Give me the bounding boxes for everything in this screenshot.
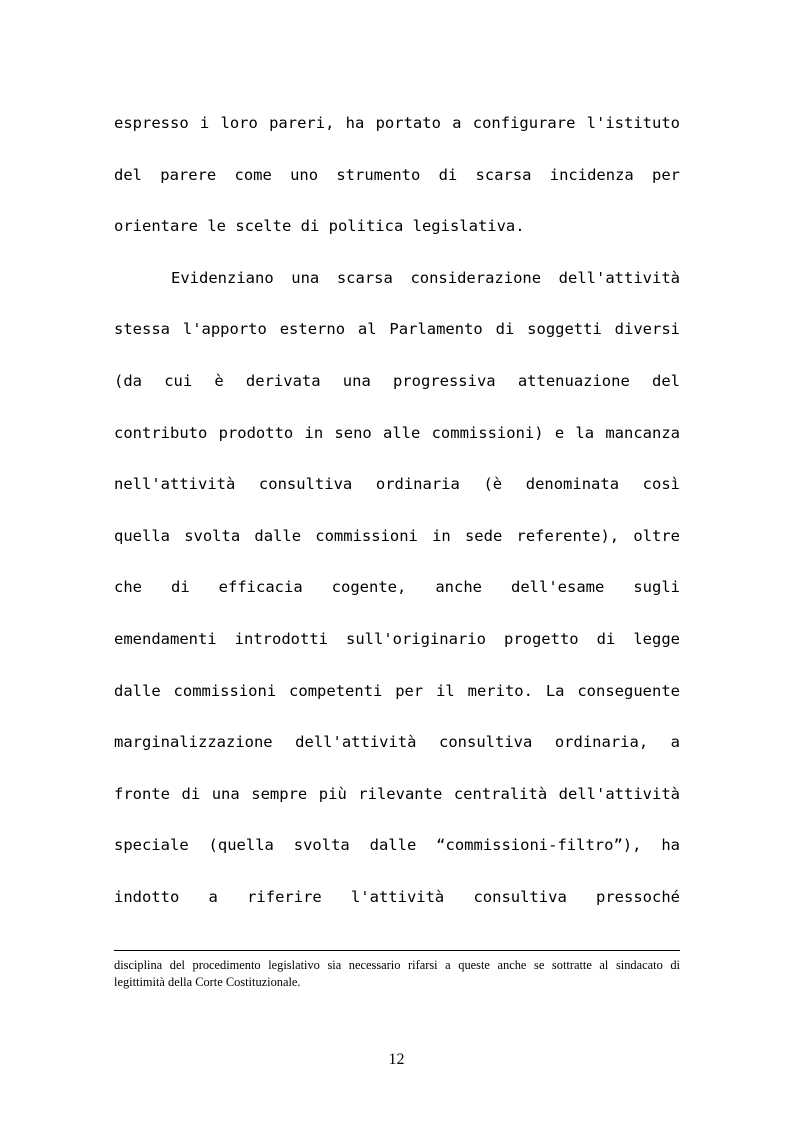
body-line: contributo prodotto in seno alle commissioni) e la mancanza <box>114 423 680 442</box>
page-number: 12 <box>388 1051 405 1068</box>
body-line: (da cui è derivata una progressiva attenuazione del <box>114 371 680 390</box>
body-line: orientare le scelte di politica legislativa. <box>114 217 525 236</box>
body-line: quella svolta dalle commissioni in sede referente), oltre <box>114 526 680 545</box>
body-line: dalle commissioni competenti per il merito. La conseguente <box>114 681 680 700</box>
body-line: del parere come uno strumento di scarsa incidenza per <box>114 165 680 184</box>
footnote-line: legittimità della Corte Costituzionale. <box>114 975 301 989</box>
body-line: speciale (quella svolta dalle “commissioni-filtro”), ha <box>114 836 680 855</box>
body-line: marginalizzazione dell'attività consultiva ordinaria, a <box>114 733 680 752</box>
body-line: emendamenti introdotti sull'originario progetto di legge <box>114 629 680 648</box>
body-line: Evidenziano una scarsa considerazione dell'attività <box>171 268 680 287</box>
body-line: fronte di una sempre più rilevante centralità dell'attività <box>114 784 680 803</box>
body-line: espresso i loro pareri, ha portato a configurare l'istituto <box>114 114 680 132</box>
footnote <box>114 957 680 991</box>
body-text <box>114 107 680 933</box>
body-line: nell'attività consultiva ordinaria (è denominata così <box>114 475 680 494</box>
body-line: stessa l'apporto esterno al Parlamento di soggetti diversi <box>114 320 680 339</box>
body-line: che di efficacia cogente, anche dell'esame sugli <box>114 578 680 597</box>
footnote-separator <box>114 950 680 951</box>
footnote-line: disciplina del procedimento legislativo sia necessario rifarsi a queste anche se sottratte al sindacato di <box>114 958 680 972</box>
body-line: indotto a riferire l'attività consultiva pressoché <box>114 887 680 906</box>
